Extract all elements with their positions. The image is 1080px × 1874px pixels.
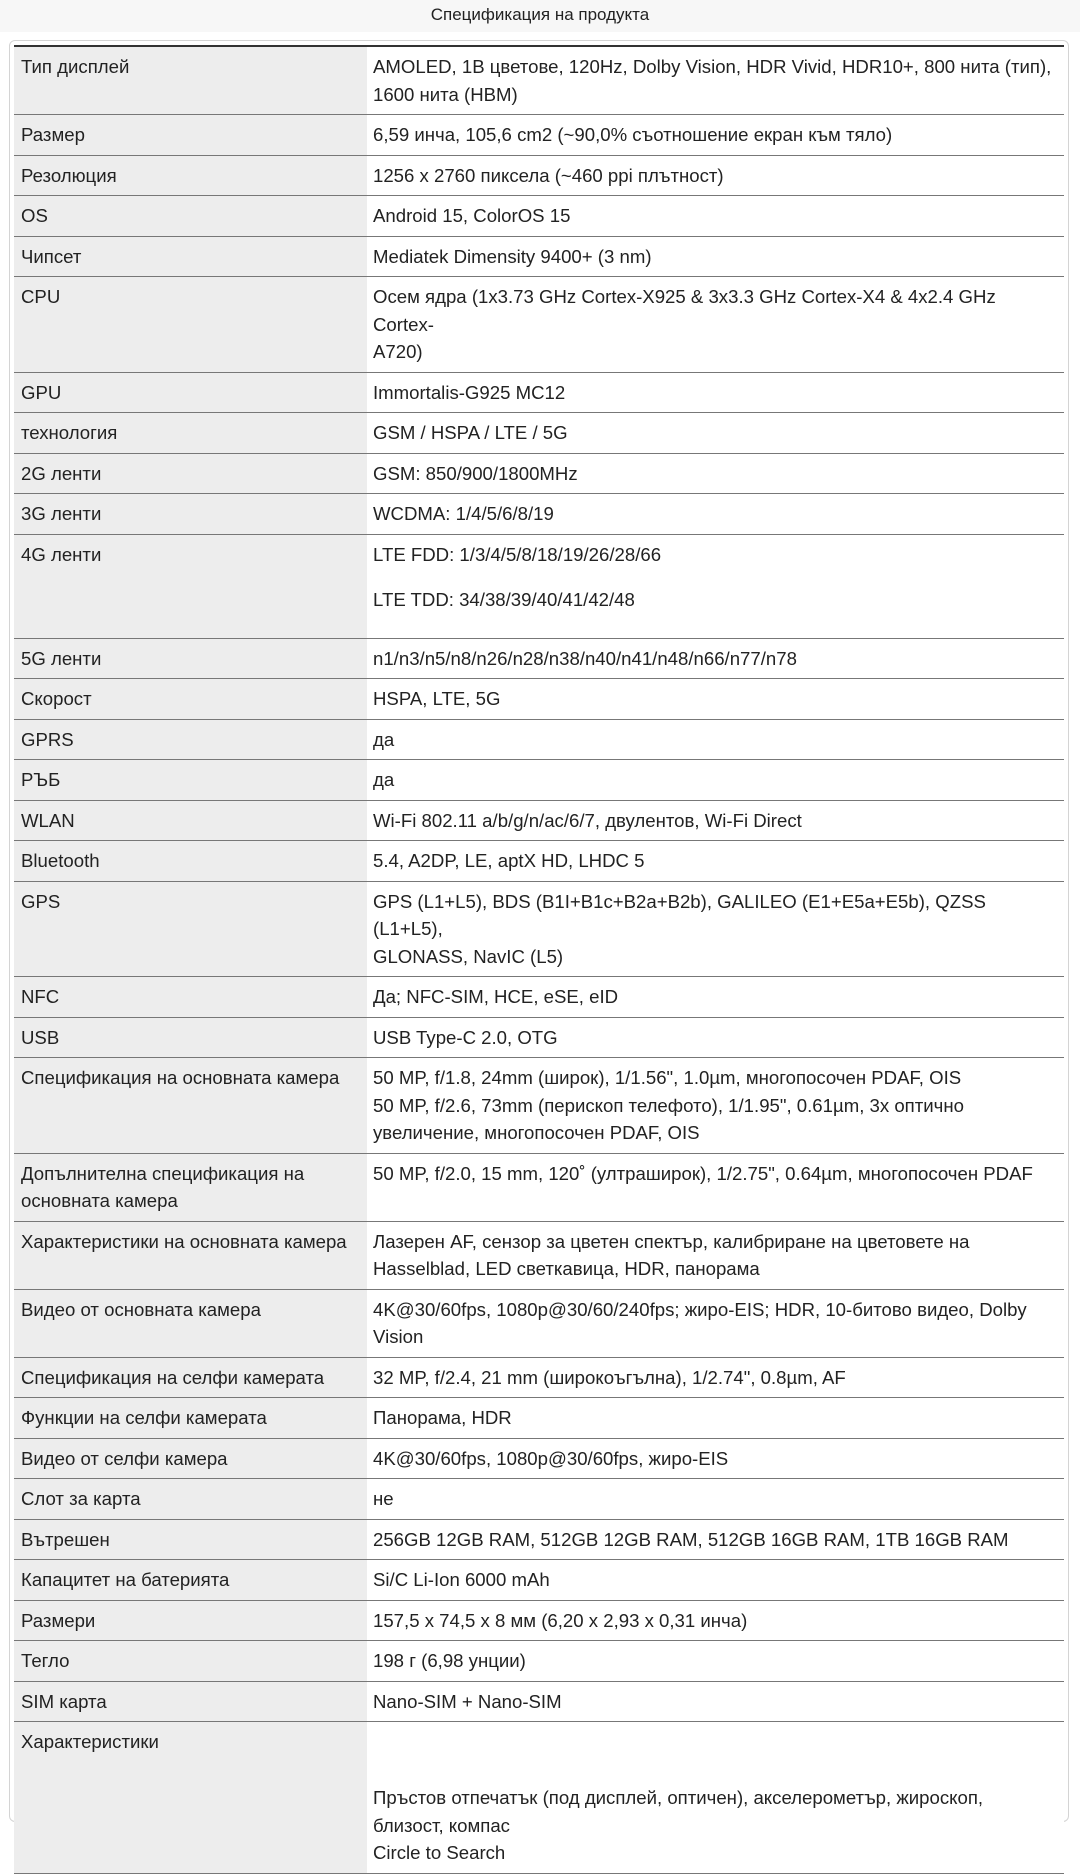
spec-value <box>367 1641 1064 1682</box>
spec-label-text: GPU <box>21 381 62 403</box>
spec-label-text: CPU <box>21 286 61 307</box>
spec-value-line: 50 MP, f/2.0, 15 mm, 120˚ (ултраширок), 1/2.75", 0.64µm, многопосочен PDAF <box>373 1162 1033 1184</box>
spec-row <box>14 196 1064 237</box>
spec-row <box>14 760 1064 801</box>
spec-value-line: да <box>373 728 395 750</box>
spec-label <box>14 494 367 535</box>
spec-row <box>14 679 1064 720</box>
spec-label-text: Размери <box>21 1609 96 1631</box>
spec-label <box>14 413 367 454</box>
page-title: Спецификация на продукта <box>0 0 1080 32</box>
spec-value-line: 157,5 x 74,5 x 8 мм (6,20 x 2,93 x 0,31 инча) <box>373 1609 748 1631</box>
spec-label <box>14 881 367 977</box>
spec-row <box>14 155 1064 196</box>
spec-value <box>367 1722 1064 1874</box>
spec-label-text: OS <box>21 205 48 226</box>
spec-label <box>14 534 367 638</box>
spec-value-line: 198 г (6,98 унции) <box>373 1650 526 1671</box>
spec-value-line: GSM / HSPA / LTE / 5G <box>373 422 568 443</box>
spec-value <box>367 800 1064 841</box>
spec-value-line: 5.4, A2DP, LE, aptX HD, LHDC 5 <box>373 850 645 871</box>
spec-value <box>367 1438 1064 1479</box>
spec-row <box>14 277 1064 373</box>
spec-value-line: Si/C Li-Ion 6000 mAh <box>373 1569 550 1590</box>
spec-label <box>14 1017 367 1058</box>
spec-value-line: Mediatek Dimensity 9400+ (3 nm) <box>373 245 652 267</box>
spec-row <box>14 115 1064 156</box>
spec-value-line: Immortalis-G925 MC12 <box>373 381 566 403</box>
spec-label-text: Размер <box>21 124 85 145</box>
spec-label <box>14 1153 367 1221</box>
spec-label-text: Тип дисплей <box>21 56 130 77</box>
spec-value <box>367 760 1064 801</box>
spec-row <box>14 494 1064 535</box>
spec-value <box>367 1681 1064 1722</box>
spec-value <box>367 1289 1064 1357</box>
spec-label <box>14 1479 367 1520</box>
spec-row <box>14 1017 1064 1058</box>
spec-label-text: Характеристики <box>21 1731 159 1752</box>
spec-value-line: LTE FDD: 1/3/4/5/8/18/19/26/28/66 <box>373 543 662 565</box>
spec-label <box>14 1519 367 1560</box>
spec-label-text: 2G ленти <box>21 462 102 484</box>
spec-value-line: 32 MP, f/2.4, 21 mm (широкоъгълна), 1/2.74", 0.8µm, AF <box>373 1366 846 1388</box>
spec-value-line: Wi-Fi 802.11 a/b/g/n/ac/6/7, двулентов, Wi-Fi Direct <box>373 809 802 831</box>
spec-value-line: 4K@30/60fps, 1080p@30/60/240fps; жиро-EIS; HDR, 10-битово видео, Dolby <box>373 1298 1027 1320</box>
spec-value-line: Nano-SIM + Nano-SIM <box>373 1690 562 1712</box>
spec-value <box>367 1017 1064 1058</box>
spec-label <box>14 1722 367 1874</box>
spec-label <box>14 1289 367 1357</box>
spec-label-text: 3G ленти <box>21 503 102 524</box>
spec-label <box>14 638 367 679</box>
spec-value <box>367 236 1064 277</box>
spec-label <box>14 277 367 373</box>
spec-row <box>14 800 1064 841</box>
spec-label <box>14 1600 367 1641</box>
spec-label <box>14 841 367 882</box>
spec-label-text: технология <box>21 422 118 443</box>
spec-value-line: 50 MP, f/1.8, 24mm (широк), 1/1.56", 1.0µm, многопосочен PDAF, OIS <box>373 1067 962 1088</box>
spec-value <box>367 1560 1064 1601</box>
spec-row <box>14 413 1064 454</box>
spec-label <box>14 372 367 413</box>
spec-label-text: GPRS <box>21 728 74 750</box>
spec-value-line: Да; NFC-SIM, HCE, eSE, eID <box>373 986 619 1007</box>
spec-value-line: не <box>373 1488 394 1509</box>
spec-label-text: Характеристики на основната камера <box>21 1230 347 1252</box>
spec-row <box>14 1681 1064 1722</box>
spec-label <box>14 1398 367 1439</box>
spec-value <box>367 1153 1064 1221</box>
spec-label-text: Видео от основната камера <box>21 1298 261 1320</box>
spec-label <box>14 155 367 196</box>
spec-label-text: Спецификация на селфи камерата <box>21 1366 325 1388</box>
spec-value <box>367 534 1064 638</box>
spec-label <box>14 760 367 801</box>
spec-row <box>14 638 1064 679</box>
spec-value <box>367 494 1064 535</box>
spec-row <box>14 1600 1064 1641</box>
spec-label <box>14 1058 367 1154</box>
spec-row <box>14 453 1064 494</box>
spec-row <box>14 534 1064 638</box>
spec-label <box>14 236 367 277</box>
spec-value-line: близост, компас <box>373 1814 510 1836</box>
spec-value-line: Панорама, HDR <box>373 1407 512 1428</box>
spec-label <box>14 196 367 237</box>
spec-value-line: Android 15, ColorOS 15 <box>373 205 571 226</box>
spec-value-line: HSPA, LTE, 5G <box>373 688 501 709</box>
spec-value-line: 4K@30/60fps, 1080p@30/60fps, жиро-EIS <box>373 1447 729 1469</box>
spec-value <box>367 977 1064 1018</box>
spec-row <box>14 1560 1064 1601</box>
spec-row <box>14 46 1064 115</box>
spec-row <box>14 236 1064 277</box>
spec-row <box>14 977 1064 1018</box>
spec-label <box>14 46 367 115</box>
spec-row <box>14 372 1064 413</box>
spec-value-line: AMOLED, 1B цветове, 120Hz, Dolby Vision, HDR Vivid, HDR10+, 800 нита (тип), <box>373 56 1052 77</box>
spec-label <box>14 1681 367 1722</box>
spec-row <box>14 1722 1064 1874</box>
spec-label <box>14 800 367 841</box>
spec-row <box>14 841 1064 882</box>
spec-value-line: Осем ядра (1x3.73 GHz Cortex-X925 & 3x3.3 GHz Cortex-X4 & 4x2.4 GHz Cortex- <box>373 286 996 335</box>
spec-label-text: РЪБ <box>21 769 61 790</box>
spec-label-text: Видео от селфи камера <box>21 1447 228 1469</box>
spec-value-line: 6,59 инча, 105,6 cm2 (~90,0% съотношение екран към тяло) <box>373 124 893 145</box>
spec-label-text: WLAN <box>21 809 75 831</box>
spec-row <box>14 1058 1064 1154</box>
spec-value <box>367 413 1064 454</box>
spec-label <box>14 719 367 760</box>
spec-value-line: Hasselblad, LED светкавица, HDR, панорама <box>373 1258 760 1279</box>
spec-value-line: да <box>373 769 395 790</box>
spec-value-line: WCDMA: 1/4/5/6/8/19 <box>373 503 554 524</box>
spec-value <box>367 46 1064 115</box>
spec-label-text: 5G ленти <box>21 647 102 669</box>
spec-label <box>14 1560 367 1601</box>
spec-label-text: Чипсет <box>21 245 82 267</box>
spec-label-text: 4G ленти <box>21 543 102 565</box>
spec-value <box>367 1221 1064 1289</box>
spec-label-text: SIM карта <box>21 1690 107 1712</box>
spec-label-text: Скорост <box>21 688 92 709</box>
spec-value <box>367 1519 1064 1560</box>
spec-label <box>14 977 367 1018</box>
spec-label-text: Слот за карта <box>21 1488 141 1509</box>
spec-value-line: 50 MP, f/2.6, 73mm (перископ телефото), 1/1.95", 0.61µm, 3x оптично <box>373 1094 964 1116</box>
spec-value-line: 256GB 12GB RAM, 512GB 12GB RAM, 512GB 16GB RAM, 1TB 16GB RAM <box>373 1528 1009 1550</box>
spec-label-text: Допълнителна спецификация на основната камера <box>21 1162 305 1211</box>
spec-row <box>14 1289 1064 1357</box>
spec-value <box>367 881 1064 977</box>
spec-value <box>367 1058 1064 1154</box>
spec-label-text: USB <box>21 1026 60 1048</box>
spec-label <box>14 679 367 720</box>
spec-value-line: 1600 нита (HBM) <box>373 83 518 105</box>
spec-value-line: увеличение, многопосочен PDAF, OIS <box>373 1122 700 1143</box>
spec-label-text: Bluetooth <box>21 850 100 871</box>
spec-value <box>367 638 1064 679</box>
spec-row <box>14 1153 1064 1221</box>
spec-value <box>367 453 1064 494</box>
spec-value <box>367 1600 1064 1641</box>
spec-label <box>14 115 367 156</box>
spec-value-line: A720) <box>373 341 423 362</box>
spec-label <box>14 453 367 494</box>
spec-row <box>14 881 1064 977</box>
spec-value <box>367 841 1064 882</box>
spec-label-text: Спецификация на основната камера <box>21 1067 340 1088</box>
spec-label-text: Капацитет на батерията <box>21 1569 230 1590</box>
spec-label-text: Резолюция <box>21 164 117 186</box>
spec-row <box>14 1479 1064 1520</box>
spec-value-line: LTE TDD: 34/38/39/40/41/42/48 <box>373 589 635 610</box>
spec-value <box>367 196 1064 237</box>
spec-row <box>14 1641 1064 1682</box>
spec-value-line: n1/n3/n5/n8/n26/n28/n38/n40/n41/n48/n66/n77/n78 <box>373 647 797 669</box>
spec-value <box>367 372 1064 413</box>
spec-label-text: Тегло <box>21 1650 70 1671</box>
spec-row <box>14 1221 1064 1289</box>
spec-label <box>14 1438 367 1479</box>
spec-value <box>367 1479 1064 1520</box>
spec-value-line: GLONASS, NavIC (L5) <box>373 945 564 967</box>
spec-value <box>367 1357 1064 1398</box>
spec-row <box>14 1398 1064 1439</box>
spec-value-line: 1256 x 2760 пиксела (~460 ppi плътност) <box>373 164 724 186</box>
spec-row <box>14 1357 1064 1398</box>
spec-label <box>14 1221 367 1289</box>
spec-label-text: NFC <box>21 986 60 1007</box>
spec-value-line: Vision <box>373 1326 424 1347</box>
spec-row <box>14 1438 1064 1479</box>
spec-label-text: GPS <box>21 890 61 912</box>
spec-value-line: GPS (L1+L5), BDS (B1I+B1c+B2a+B2b), GALILEO (E1+E5a+E5b), QZSS (L1+L5), <box>373 890 986 939</box>
spec-value-line: Circle to Search <box>373 1842 506 1863</box>
spec-value-line: Пръстов отпечатък (под дисплей, оптичен), акселерометър, жироскоп, <box>373 1787 984 1808</box>
spec-row <box>14 719 1064 760</box>
spec-value-line: USB Type-C 2.0, OTG <box>373 1026 558 1048</box>
spec-label-text: Вътрешен <box>21 1528 110 1550</box>
spec-table <box>14 45 1064 1874</box>
spec-label <box>14 1641 367 1682</box>
spec-value-line: GSM: 850/900/1800MHz <box>373 462 578 484</box>
spec-value <box>367 115 1064 156</box>
spec-value <box>367 679 1064 720</box>
spec-value <box>367 277 1064 373</box>
spec-label <box>14 1357 367 1398</box>
spec-row <box>14 1519 1064 1560</box>
spec-value-line: Лазерен AF, сензор за цветен спектър, калибриране на цветовете на <box>373 1230 970 1252</box>
spec-value <box>367 155 1064 196</box>
spec-value <box>367 1398 1064 1439</box>
spec-label-text: Функции на селфи камерата <box>21 1407 267 1428</box>
spec-value <box>367 719 1064 760</box>
